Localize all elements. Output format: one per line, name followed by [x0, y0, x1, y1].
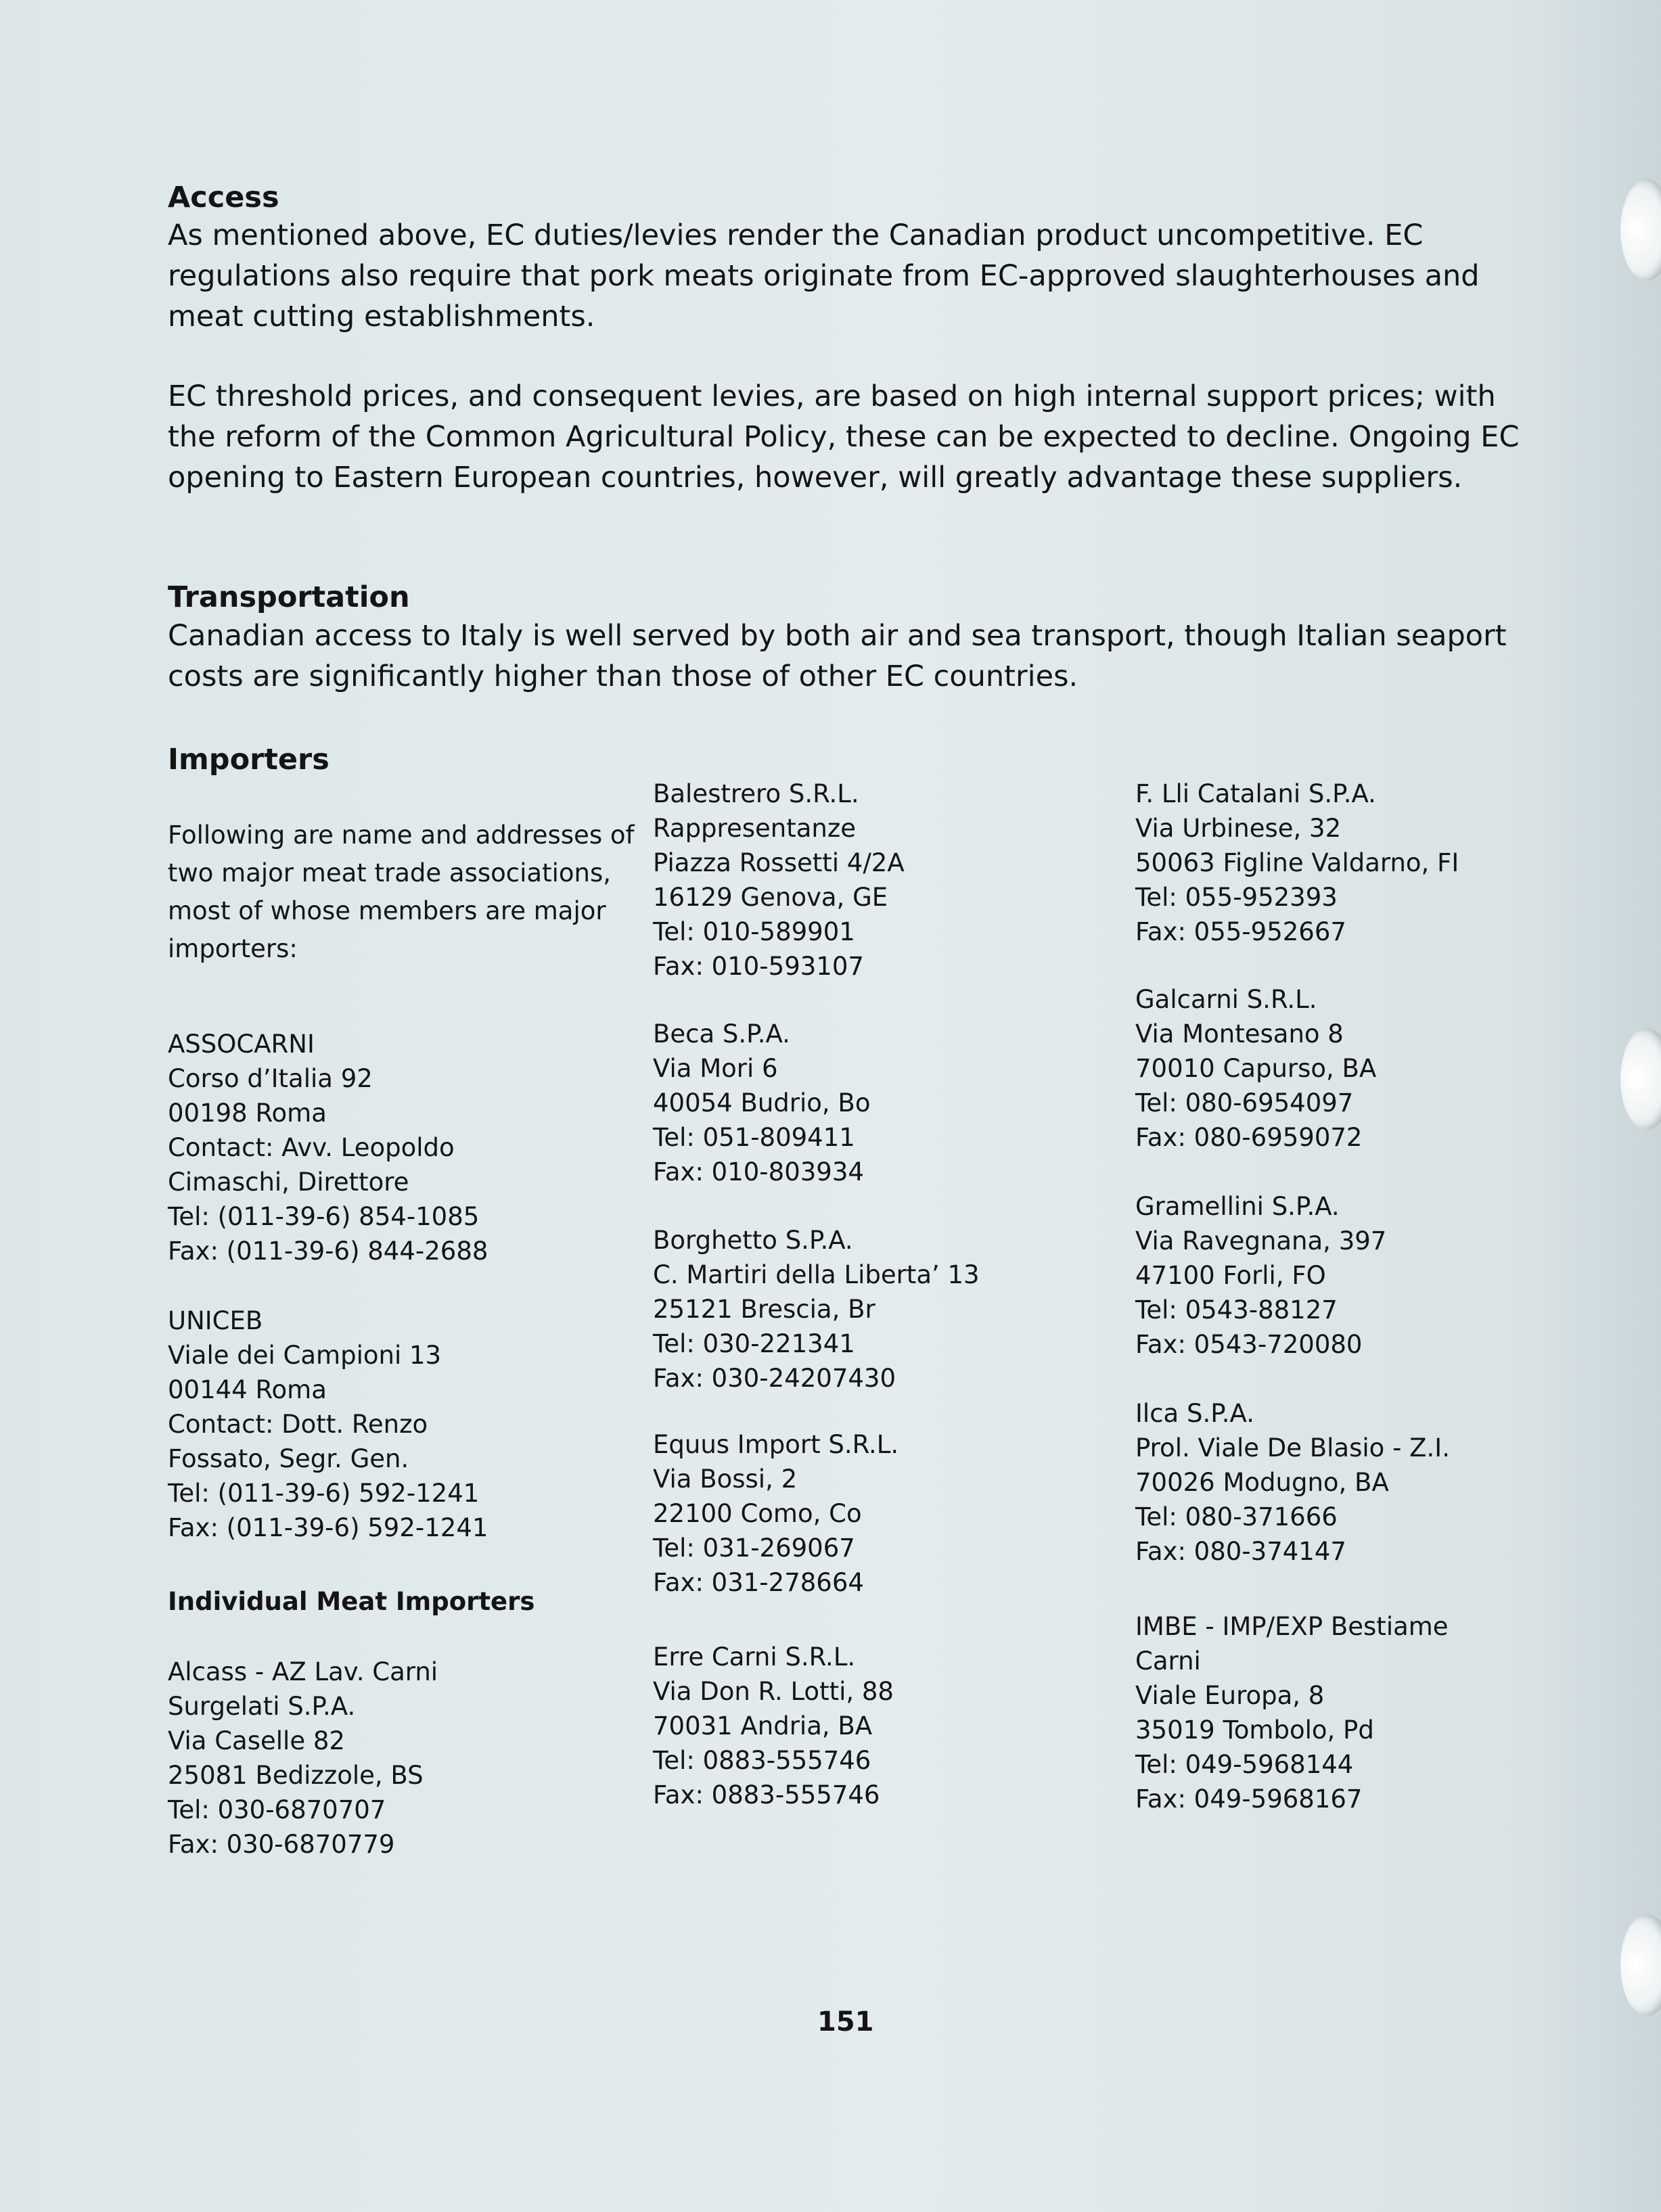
entry-address: Via Bossi, 2 [653, 1465, 798, 1494]
entry-tel: Tel: 0883-555746 [653, 1746, 871, 1775]
entry-city: 25121 Brescia, Br [653, 1295, 875, 1324]
entry-fax: Fax: 0543-720080 [1135, 1330, 1363, 1359]
entry-tel: Tel: 031-269067 [653, 1534, 855, 1563]
entry-tel: Tel: 0543-88127 [1135, 1295, 1338, 1324]
entry-tel: Tel: (011-39-6) 592-1241 [168, 1479, 480, 1508]
entry-name: IMBE - IMP/EXP Bestiame [1135, 1612, 1449, 1641]
entry-city: 00144 Roma [168, 1375, 327, 1404]
entry-tel: Tel: 051-809411 [653, 1123, 855, 1152]
importers-heading: Importers [168, 743, 329, 777]
importer-entry-galcarni [1135, 982, 1376, 1155]
importer-entry-imbe [1135, 1609, 1449, 1816]
entry-name: Alcass - AZ Lav. Carni [168, 1657, 438, 1686]
entry-name-cont: Surgelati S.P.A. [168, 1692, 356, 1721]
importer-entry-catalani [1135, 777, 1459, 949]
entry-address: Via Ravegnana, 397 [1135, 1226, 1387, 1255]
individual-importers-heading: Individual Meat Importers [168, 1587, 535, 1616]
entry-address: Piazza Rossetti 4/2A [653, 848, 905, 877]
entry-fax: Fax: 049-5968167 [1135, 1784, 1363, 1814]
importer-entry-erre-carni [653, 1640, 894, 1812]
entry-address: Via Caselle 82 [168, 1726, 345, 1755]
entry-fax: Fax: 055-952667 [1135, 917, 1346, 946]
entry-name: Borghetto S.P.A. [653, 1226, 853, 1255]
entry-name: Galcarni S.R.L. [1135, 985, 1317, 1014]
entry-tel: Tel: 030-221341 [653, 1329, 855, 1358]
entry-fax: Fax: 0883-555746 [653, 1780, 880, 1810]
entry-fax: Fax: 080-6959072 [1135, 1123, 1363, 1152]
entry-name-cont: Rappresentanze [653, 814, 857, 843]
entry-city: 70010 Capurso, BA [1135, 1054, 1377, 1083]
entry-name: ASSOCARNI [168, 1030, 315, 1059]
entry-name: Ilca S.P.A. [1135, 1399, 1254, 1428]
entry-name: Equus Import S.R.L. [653, 1430, 899, 1459]
entry-name: Beca S.P.A. [653, 1019, 790, 1049]
entry-contact-title: Cimaschi, Direttore [168, 1168, 409, 1197]
importer-entry-ilca [1135, 1396, 1450, 1569]
entry-city: 70026 Modugno, BA [1135, 1468, 1389, 1497]
association-entry-assocarni [168, 1027, 488, 1268]
entry-fax: Fax: 030-6870779 [168, 1830, 395, 1859]
association-entry-uniceb [168, 1304, 488, 1545]
entry-fax: Fax: 080-374147 [1135, 1537, 1346, 1566]
entry-name: UNICEB [168, 1306, 263, 1335]
entry-fax: Fax: (011-39-6) 592-1241 [168, 1513, 488, 1542]
entry-address: Via Montesano 8 [1135, 1019, 1344, 1049]
entry-city: 16129 Genova, GE [653, 883, 888, 912]
entry-name: Gramellini S.P.A. [1135, 1192, 1340, 1221]
entry-tel: Tel: (011-39-6) 854-1085 [168, 1202, 480, 1231]
entry-fax: Fax: 031-278664 [653, 1568, 864, 1597]
entry-address: Viale Europa, 8 [1135, 1681, 1325, 1710]
importer-entry-alcass [168, 1655, 438, 1862]
entry-fax: Fax: 030-24207430 [653, 1364, 896, 1393]
entry-city: 22100 Como, Co [653, 1499, 862, 1528]
entry-tel: Tel: 080-371666 [1135, 1502, 1338, 1531]
page-number: 151 [817, 2006, 874, 2037]
entry-name: Balestrero S.R.L. [653, 779, 859, 808]
entry-city: 40054 Budrio, Bo [653, 1088, 871, 1117]
entry-name: F. Lli Catalani S.P.A. [1135, 779, 1376, 808]
entry-address: Prol. Viale De Blasio - Z.I. [1135, 1433, 1450, 1462]
entry-contact-title: Fossato, Segr. Gen. [168, 1444, 409, 1473]
entry-tel: Tel: 049-5968144 [1135, 1750, 1354, 1779]
importer-entry-balestrero [653, 777, 905, 984]
entry-city: 70031 Andria, BA [653, 1711, 873, 1741]
entry-address: Via Don R. Lotti, 88 [653, 1677, 894, 1706]
entry-address: Via Urbinese, 32 [1135, 814, 1342, 843]
entry-city: 35019 Tombolo, Pd [1135, 1715, 1374, 1745]
entry-city: 47100 Forli, FO [1135, 1261, 1326, 1290]
importer-entry-beca [653, 1017, 870, 1189]
transportation-paragraph: Canadian access to Italy is well served by both air and sea transport, though Italian seaport costs are significantly higher than those of other EC countries. [168, 619, 1507, 693]
access-heading: Access [168, 181, 279, 214]
importer-entry-borghetto [653, 1223, 980, 1396]
entry-tel: Tel: 080-6954097 [1135, 1088, 1354, 1117]
entry-fax: Fax: 010-593107 [653, 952, 864, 981]
entry-fax: Fax: 010-803934 [653, 1157, 864, 1186]
entry-name: Erre Carni S.R.L. [653, 1642, 856, 1672]
access-paragraph-1: As mentioned above, EC duties/levies render the Canadian product uncompetitive. EC regulations also require that pork meats originate from EC-approved slaughterhouses and meat cutting establishments. [168, 218, 1480, 333]
access-paragraph-2: EC threshold prices, and consequent levies, are based on high internal support prices; with the reform of the Common Agricultural Policy, these can be expected to decline. Ongoing EC opening to Eastern European countries, however, will greatly advantage these suppliers. [168, 379, 1520, 494]
entry-contact: Contact: Dott. Renzo [168, 1410, 428, 1439]
entry-address: Corso d’Italia 92 [168, 1064, 373, 1093]
entry-tel: Tel: 010-589901 [653, 917, 855, 946]
entry-fax: Fax: (011-39-6) 844-2688 [168, 1237, 488, 1266]
importer-entry-gramellini [1135, 1189, 1386, 1362]
entry-city: 25081 Bedizzole, BS [168, 1761, 424, 1790]
entry-contact: Contact: Avv. Leopoldo [168, 1133, 455, 1162]
entry-city: 00198 Roma [168, 1099, 327, 1128]
entry-tel: Tel: 030-6870707 [168, 1795, 386, 1824]
entry-name-cont: Carni [1135, 1646, 1201, 1676]
importers-intro: Following are name and addresses of two major meat trade associations, most of whose members are major importers: [168, 821, 635, 963]
entry-city: 50063 Figline Valdarno, FI [1135, 848, 1459, 877]
importer-entry-equus [653, 1427, 898, 1600]
entry-address: C. Martiri della Liberta’ 13 [653, 1260, 980, 1289]
transportation-heading: Transportation [168, 580, 410, 614]
entry-tel: Tel: 055-952393 [1135, 883, 1338, 912]
entry-address: Viale dei Campioni 13 [168, 1341, 442, 1370]
entry-address: Via Mori 6 [653, 1054, 778, 1083]
